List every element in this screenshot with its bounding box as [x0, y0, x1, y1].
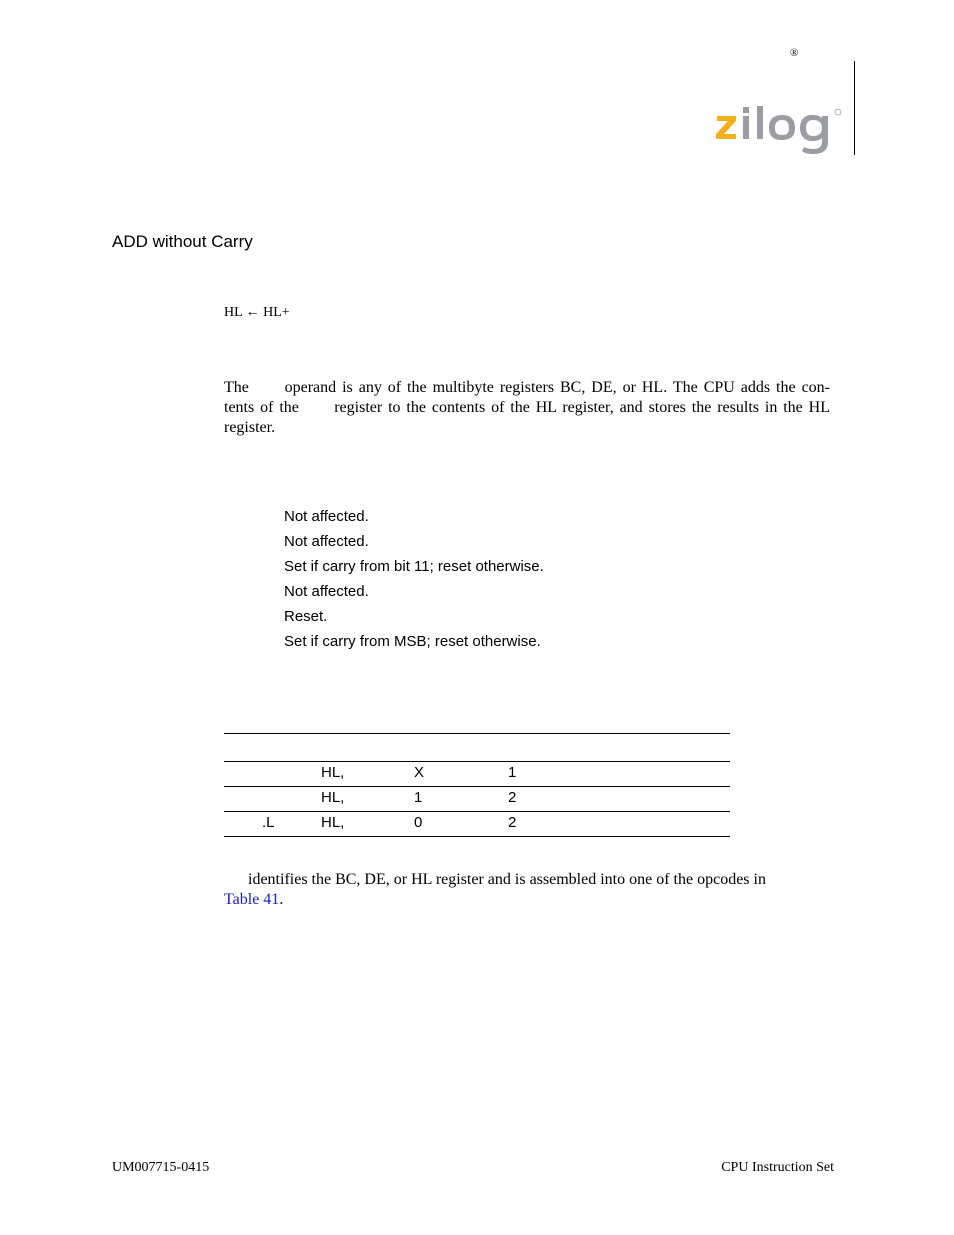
footnote-paragraph: [224, 870, 824, 910]
section-title: ADD without Carry: [112, 232, 253, 251]
operation-formula: HL ← HL+: [224, 305, 290, 320]
description-line-1: The operand is any of the multibyte registers BC, DE, or HL. The CPU adds the con-: [224, 379, 830, 396]
footnote-link-line: [224, 890, 824, 910]
cycles-cell: 2: [508, 814, 517, 831]
table-bottom-rule: [224, 836, 730, 837]
table-row-rule: [224, 786, 730, 787]
flag-description-2: Not affected.: [284, 533, 369, 550]
flag-description-5: Reset.: [284, 608, 328, 625]
header-vertical-rule: [854, 61, 855, 155]
footer-document-id: UM007715-0415: [112, 1160, 210, 1175]
table-row-rule: [224, 811, 730, 812]
table-header-rule: [224, 761, 730, 762]
cycles-cell: 1: [508, 764, 517, 781]
zilog-logo: [714, 104, 844, 160]
description-paragraph: [224, 378, 830, 438]
flag-description-6: Set if carry from MSB; reset otherwise.: [284, 633, 541, 650]
description-line-3: register.: [224, 419, 276, 436]
footnote-text: identifies the BC, DE, or HL register and is assembled into one of the opcodes in: [248, 871, 766, 888]
footnote-trailing: .: [279, 891, 284, 908]
flag-description-4: Not affected.: [284, 583, 369, 600]
adl-cell: 0: [414, 814, 423, 831]
registered-mark: ®: [790, 47, 799, 59]
flag-description-3: Set if carry from bit 11; reset otherwise.: [284, 558, 544, 575]
cycles-cell: 2: [508, 789, 517, 806]
adl-cell: X: [414, 764, 425, 781]
operand-cell: HL,: [321, 764, 345, 781]
description-line-2: tents of the register to the contents of the HL register, and stores the results in the HL: [224, 399, 830, 416]
table-top-rule: [224, 733, 730, 734]
flag-description-1: Not affected.: [284, 508, 369, 525]
adl-cell: 1: [414, 789, 423, 806]
mnemonic-cell: .L: [262, 814, 275, 831]
operand-cell: HL,: [321, 789, 345, 806]
table-41-link[interactable]: Table 41: [224, 891, 280, 908]
footer-section-name: CPU Instruction Set: [721, 1160, 834, 1175]
operand-cell: HL,: [321, 814, 345, 831]
